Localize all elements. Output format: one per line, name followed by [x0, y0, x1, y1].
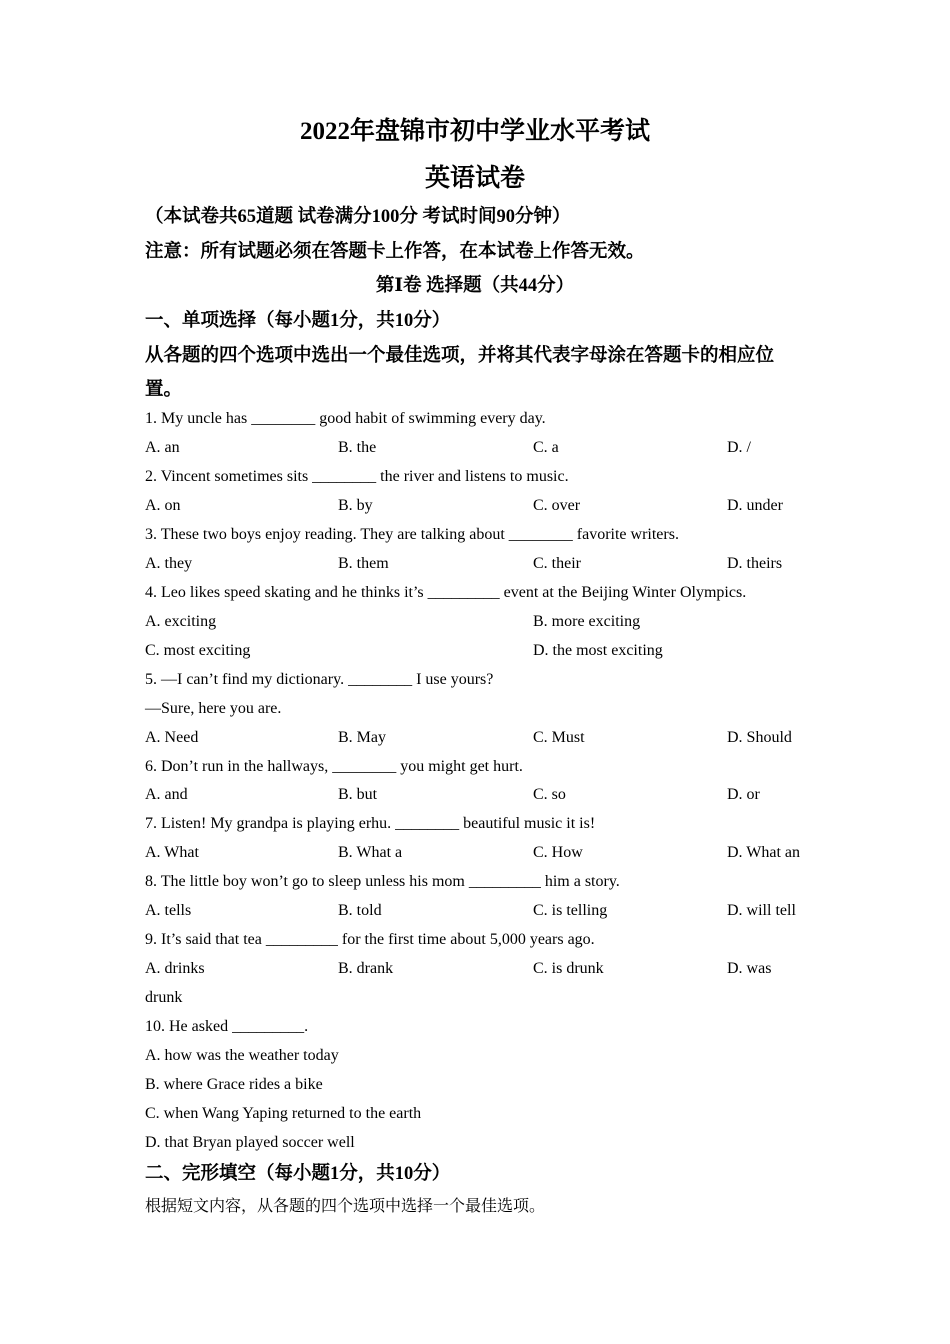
option-d: D. under	[727, 497, 783, 514]
option-c: C. when Wang Yaping returned to the earth	[145, 1105, 422, 1122]
option-c: C. a	[533, 439, 559, 456]
option-d: D. theirs	[727, 555, 783, 572]
question-stem: 9. It’s said that tea _________ for the first time about 5,000 years ago.	[145, 931, 595, 948]
option-c: C. is telling	[533, 902, 608, 919]
option-c: C. their	[533, 555, 581, 572]
option-a: A. and	[145, 786, 188, 803]
option-d: D. or	[727, 786, 760, 803]
section1-instruction: 从各题的四个选项中选出一个最佳选项，并将其代表字母涂在答题卡的相应位	[145, 346, 775, 366]
option-b: B. but	[338, 786, 378, 803]
option-d: D. was	[727, 960, 772, 977]
option-d: D. Should	[727, 729, 792, 746]
exam-subtitle: 英语试卷	[424, 165, 525, 192]
option-a: A. drinks	[145, 960, 205, 977]
section1-instruction-cont: 置。	[145, 380, 183, 400]
question-stem: 7. Listen! My grandpa is playing erhu. ________ beautiful music it is!	[145, 815, 596, 832]
option-b: B. May	[338, 729, 386, 746]
option-d-continued: drunk	[145, 989, 183, 1006]
option-a: A. Need	[145, 729, 199, 746]
option-d: D. that Bryan played soccer well	[145, 1134, 355, 1151]
option-a: A. exciting	[145, 613, 217, 630]
option-c: C. most exciting	[145, 642, 251, 659]
option-b: B. What a	[338, 844, 403, 861]
option-b: B. told	[338, 902, 382, 919]
option-a: A. What	[145, 844, 199, 861]
section2-title: 二、完形填空（每小题1分，共10分）	[145, 1164, 451, 1184]
exam-info: （本试卷共65道题 试卷满分100分 考试时间90分钟）	[145, 207, 571, 227]
section2-instruction: 根据短文内容，从各题的四个选项中选择一个最佳选项。	[145, 1198, 546, 1215]
part1-heading: 第Ⅰ卷 选择题（共44分）	[375, 276, 575, 296]
question-stem: 10. He asked _________.	[145, 1018, 309, 1035]
option-b: B. the	[338, 439, 377, 456]
option-c: C. How	[533, 844, 583, 861]
option-b: B. drank	[338, 960, 394, 977]
option-b: B. where Grace rides a bike	[145, 1076, 323, 1093]
option-c: C. over	[533, 497, 581, 514]
option-a: A. tells	[145, 902, 192, 919]
option-a: A. they	[145, 555, 193, 572]
notice: 注意：所有试题必须在答题卡上作答，在本试卷上作答无效。	[145, 242, 645, 262]
option-c: C. so	[533, 786, 566, 803]
option-c: C. is drunk	[533, 960, 604, 977]
question-stem: 6. Don’t run in the hallways, ________ you might get hurt.	[145, 758, 523, 775]
option-d: D. will tell	[727, 902, 796, 919]
question-stem: 2. Vincent sometimes sits ________ the river and listens to music.	[145, 468, 569, 485]
option-c: C. Must	[533, 729, 585, 746]
option-d: D. /	[727, 439, 751, 456]
exam-title: 2022年盘锦市初中学业水平考试	[299, 118, 650, 145]
question-stem: 4. Leo likes speed skating and he thinks it’s _________ event at the Beijing Winter Olympics.	[145, 584, 747, 601]
option-a: A. on	[145, 497, 181, 514]
option-a: A. an	[145, 439, 180, 456]
question-stem: 1. My uncle has ________ good habit of swimming every day.	[145, 410, 546, 427]
option-a: A. how was the weather today	[145, 1047, 339, 1064]
option-d: D. the most exciting	[533, 642, 663, 659]
question-stem: 3. These two boys enjoy reading. They are talking about ________ favorite writers.	[145, 526, 679, 543]
option-b: B. by	[338, 497, 373, 514]
option-b: B. more exciting	[533, 613, 641, 630]
question-stem-reply: —Sure, here you are.	[145, 700, 282, 717]
option-d: D. What an	[727, 844, 801, 861]
question-stem: 5. —I can’t find my dictionary. ________ I use yours?	[145, 671, 494, 688]
question-stem: 8. The little boy won’t go to sleep unless his mom _________ him a story.	[145, 873, 620, 890]
section1-title: 一、单项选择（每小题1分，共10分）	[145, 311, 451, 331]
option-b: B. them	[338, 555, 389, 572]
